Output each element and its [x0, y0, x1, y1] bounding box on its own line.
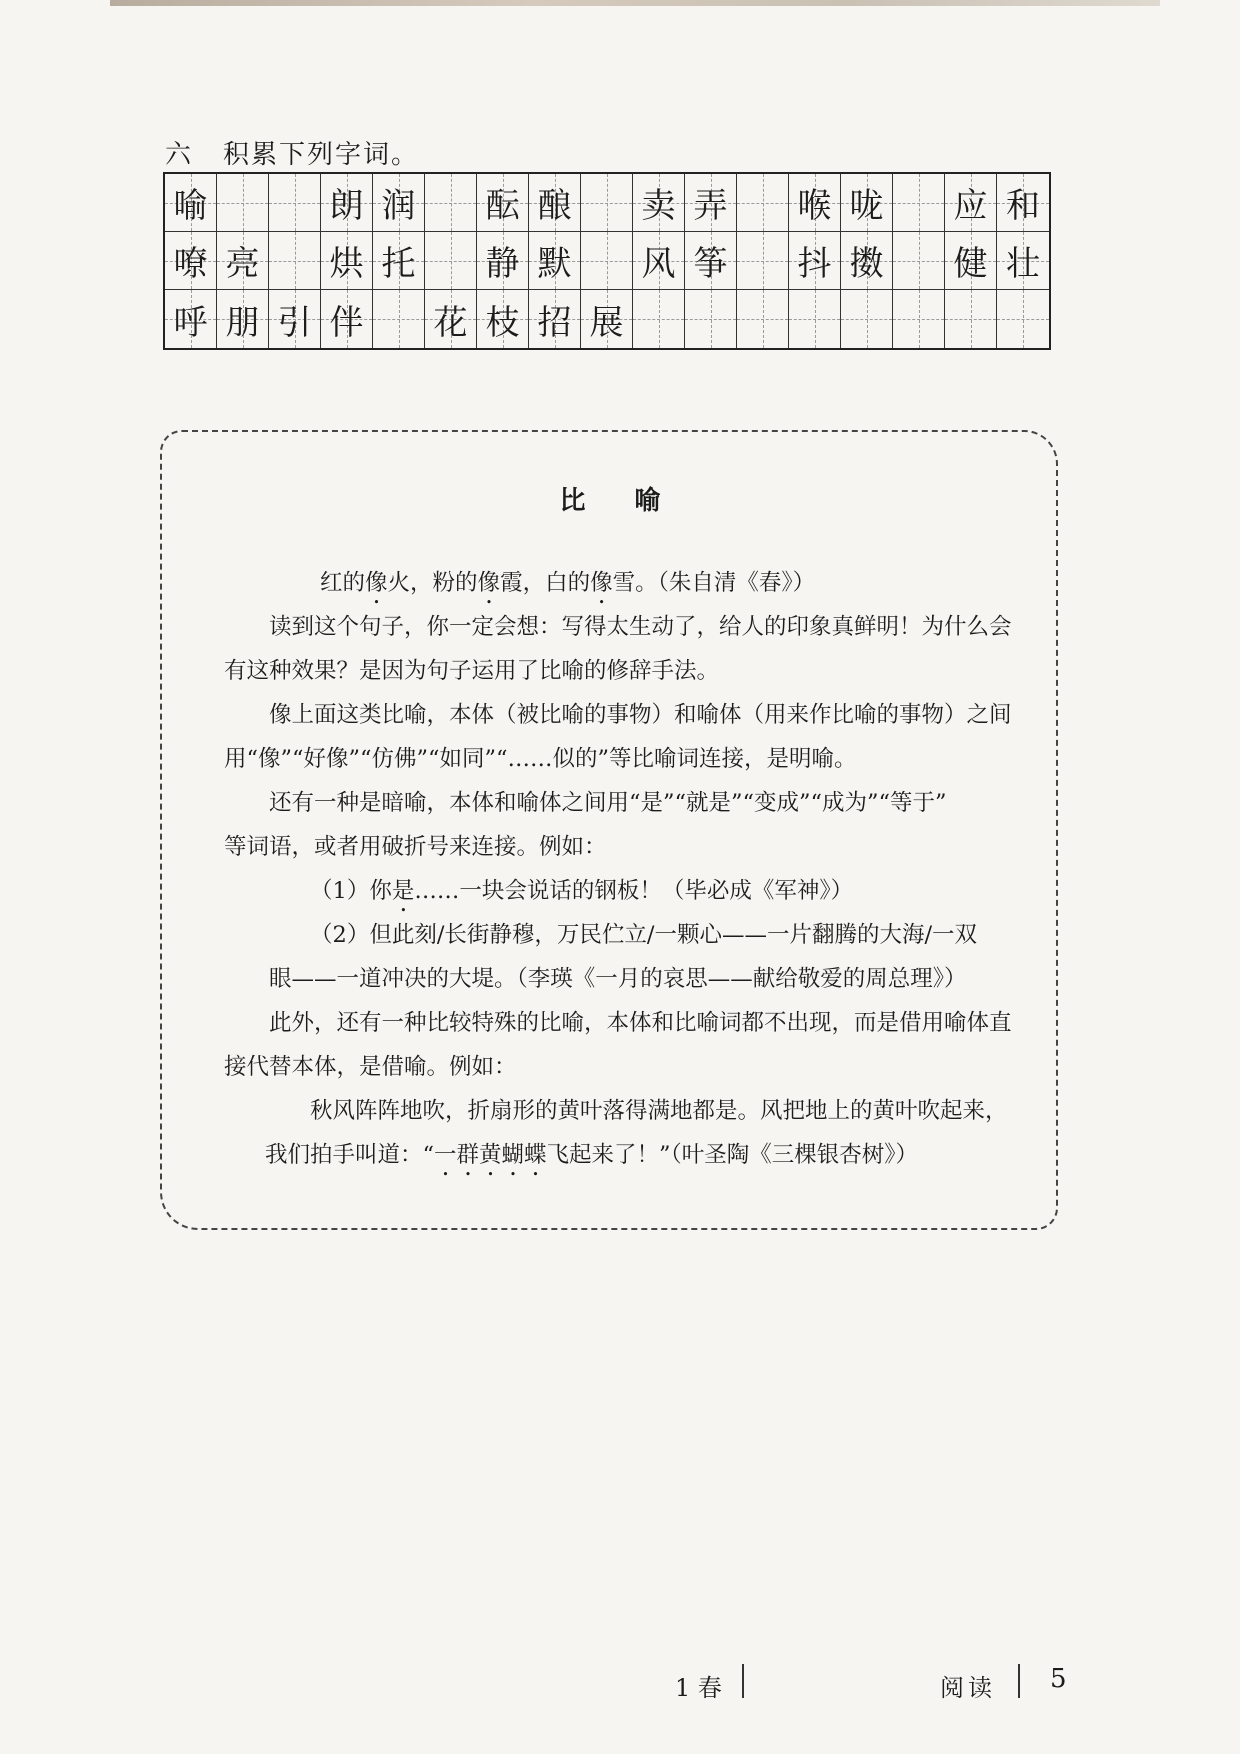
tip-text: 有这种效果？是因为句子运用了比喻的修辞手法。: [224, 658, 720, 684]
grid-cell: [269, 174, 321, 232]
grid-cell: [633, 174, 685, 232]
grid-cell: [269, 232, 321, 290]
tip-line: [224, 832, 607, 862]
grid-cell: [217, 174, 269, 232]
tip-line: [269, 788, 947, 818]
grid-cell: [789, 174, 841, 232]
grid-character: 烘: [329, 244, 364, 284]
grid-character: 招: [537, 302, 572, 343]
grid-character: 喉: [797, 186, 832, 226]
grid-cell: [477, 174, 529, 232]
tip-text: 用“像”“好像”“仿佛”“如同”“……似的”等比喻词连接，是明喻。: [224, 746, 857, 772]
section-instruction: 积累下列字词。: [223, 140, 420, 170]
grid-cell: [165, 290, 217, 348]
emphasized-text: 像: [477, 570, 501, 596]
grid-cell: [529, 174, 581, 232]
grid-cell: [269, 290, 321, 348]
tip-text: 霞，白的: [500, 570, 591, 596]
tip-line: [269, 1008, 1012, 1038]
grid-character: 润: [381, 186, 416, 226]
grid-character: 朗: [329, 186, 364, 226]
footer-lesson: 1 春: [675, 1674, 722, 1702]
grid-character: 嘹: [173, 244, 208, 284]
tip-line: [224, 1052, 517, 1082]
grid-cell: [477, 290, 529, 348]
emphasized-text: 是: [391, 878, 415, 904]
grid-cell: [165, 232, 217, 290]
section-number: 六: [165, 140, 194, 170]
grid-character: 引: [277, 302, 312, 343]
grid-cell: [945, 232, 997, 290]
tip-line: [310, 876, 853, 917]
grid-character: 花: [433, 302, 468, 343]
grid-cell: [217, 232, 269, 290]
emphasized-text: 像: [590, 570, 613, 596]
scan-edge-strip: [110, 0, 1160, 6]
grid-character: 壮: [1006, 244, 1040, 284]
grid-cell: [789, 232, 841, 290]
tip-text: 秋风阵阵地吹，折扇形的黄叶落得满地都是。风把地上的黄叶吹起来，: [310, 1098, 1008, 1124]
grid-cell: [945, 174, 997, 232]
grid-cell: [321, 290, 373, 348]
tip-line: [320, 568, 815, 609]
grid-character: 弄: [693, 186, 728, 226]
grid-cell: [373, 290, 425, 348]
grid-cell: [997, 174, 1049, 232]
grid-cell: [685, 232, 737, 290]
page-number: 5: [1050, 1664, 1067, 1694]
tip-text: 雪。（朱自清《春》）: [612, 570, 816, 596]
tip-text: ……一块会说话的钢板！（毕必成《军神》）: [414, 878, 854, 904]
grid-character: 卖: [641, 186, 676, 226]
grid-cell: [685, 174, 737, 232]
grid-character: 应: [953, 186, 988, 226]
tip-text: 飞起来了！”（叶圣陶《三棵银杏树》）: [546, 1142, 919, 1168]
grid-character: 咙: [849, 186, 884, 226]
grid-cell: [217, 290, 269, 348]
grid-character: 擞: [849, 244, 884, 284]
grid-cell: [789, 290, 841, 348]
tip-title: 比 喻: [559, 486, 681, 516]
tip-text: 红的: [320, 570, 366, 596]
grid-character: 托: [381, 244, 416, 284]
tip-text: 火，粉的: [387, 570, 478, 596]
tip-line: [310, 920, 977, 950]
grid-character: 和: [1006, 186, 1040, 226]
tip-text: 像上面这类比喻，本体（被比喻的事物）和喻体（用来作比喻的事物）之间: [269, 702, 1012, 728]
grid-character: 喻: [173, 186, 208, 226]
grid-cell: [945, 290, 997, 348]
tip-line: [224, 656, 719, 686]
grid-cell: [165, 174, 217, 232]
grid-character: 展: [589, 302, 624, 343]
grid-character: 风: [641, 244, 676, 284]
grid-cell: [893, 232, 945, 290]
grid-character: 朋: [225, 302, 260, 343]
grid-cell: [529, 290, 581, 348]
character-grid: [163, 172, 1051, 350]
tip-text: 我们拍手叫道：“: [265, 1142, 435, 1168]
grid-cell: [425, 290, 477, 348]
tip-line: [269, 700, 1012, 730]
footer-separator: [742, 1664, 744, 1698]
grid-cell: [737, 290, 789, 348]
grid-cell: [373, 232, 425, 290]
tip-text: 此外，还有一种比较特殊的比喻，本体和比喻词都不出现，而是借用喻体直: [269, 1010, 1012, 1036]
grid-character: 酿: [537, 186, 572, 226]
tip-text: 还有一种是暗喻，本体和喻体之间用“是”“就是”“变成”“成为”“等于”: [269, 790, 947, 816]
grid-cell: [477, 232, 529, 290]
tip-text: （1）你: [310, 878, 392, 904]
grid-character: 亮: [225, 244, 260, 284]
tip-line: [224, 744, 857, 774]
grid-cell: [425, 174, 477, 232]
grid-cell: [581, 232, 633, 290]
grid-cell: [581, 290, 633, 348]
grid-cell: [893, 290, 945, 348]
grid-cell: [425, 232, 477, 290]
section-heading: [165, 134, 419, 171]
grid-character: 酝: [485, 186, 520, 226]
grid-cell: [737, 174, 789, 232]
grid-character: 抖: [797, 244, 832, 284]
grid-cell: [321, 174, 373, 232]
grid-character: 枝: [485, 302, 520, 343]
tip-text: 接代替本体，是借喻。例如：: [224, 1054, 517, 1080]
grid-cell: [997, 290, 1049, 348]
grid-cell: [529, 232, 581, 290]
tip-text: 等词语，或者用破折号来连接。例如：: [224, 834, 607, 860]
grid-cell: [581, 174, 633, 232]
emphasized-text: 像: [365, 570, 388, 596]
grid-cell: [997, 232, 1049, 290]
emphasized-text: 一群黄蝴蝶: [434, 1142, 547, 1168]
footer-separator: [1018, 1664, 1020, 1698]
tip-line: [269, 612, 1012, 642]
grid-cell: [685, 290, 737, 348]
tip-line: [310, 1096, 1008, 1126]
grid-cell: [841, 174, 893, 232]
tip-line: [265, 1140, 918, 1181]
grid-character: 筝: [693, 244, 728, 284]
grid-character: 呼: [173, 302, 208, 343]
grid-character: 伴: [329, 302, 364, 343]
tip-text: 读到这个句子，你一定会想：写得太生动了，给人的印象真鲜明！为什么会: [269, 614, 1012, 640]
tip-text: 眼——一道冲决的大堤。（李瑛《一月的哀思——献给敬爱的周总理》）: [269, 966, 967, 992]
tip-line: [269, 964, 967, 994]
grid-cell: [893, 174, 945, 232]
grid-cell: [633, 290, 685, 348]
grid-character: 默: [537, 244, 572, 284]
grid-character: 健: [953, 244, 988, 284]
grid-cell: [841, 232, 893, 290]
footer-category: 阅读: [940, 1674, 996, 1702]
grid-character: 静: [485, 244, 520, 284]
tip-text: （2）但此刻/长街静穆，万民伫立/一颗心——一片翻腾的大海/一双: [310, 922, 978, 948]
grid-cell: [737, 232, 789, 290]
grid-cell: [633, 232, 685, 290]
grid-cell: [321, 232, 373, 290]
grid-cell: [841, 290, 893, 348]
grid-cell: [373, 174, 425, 232]
